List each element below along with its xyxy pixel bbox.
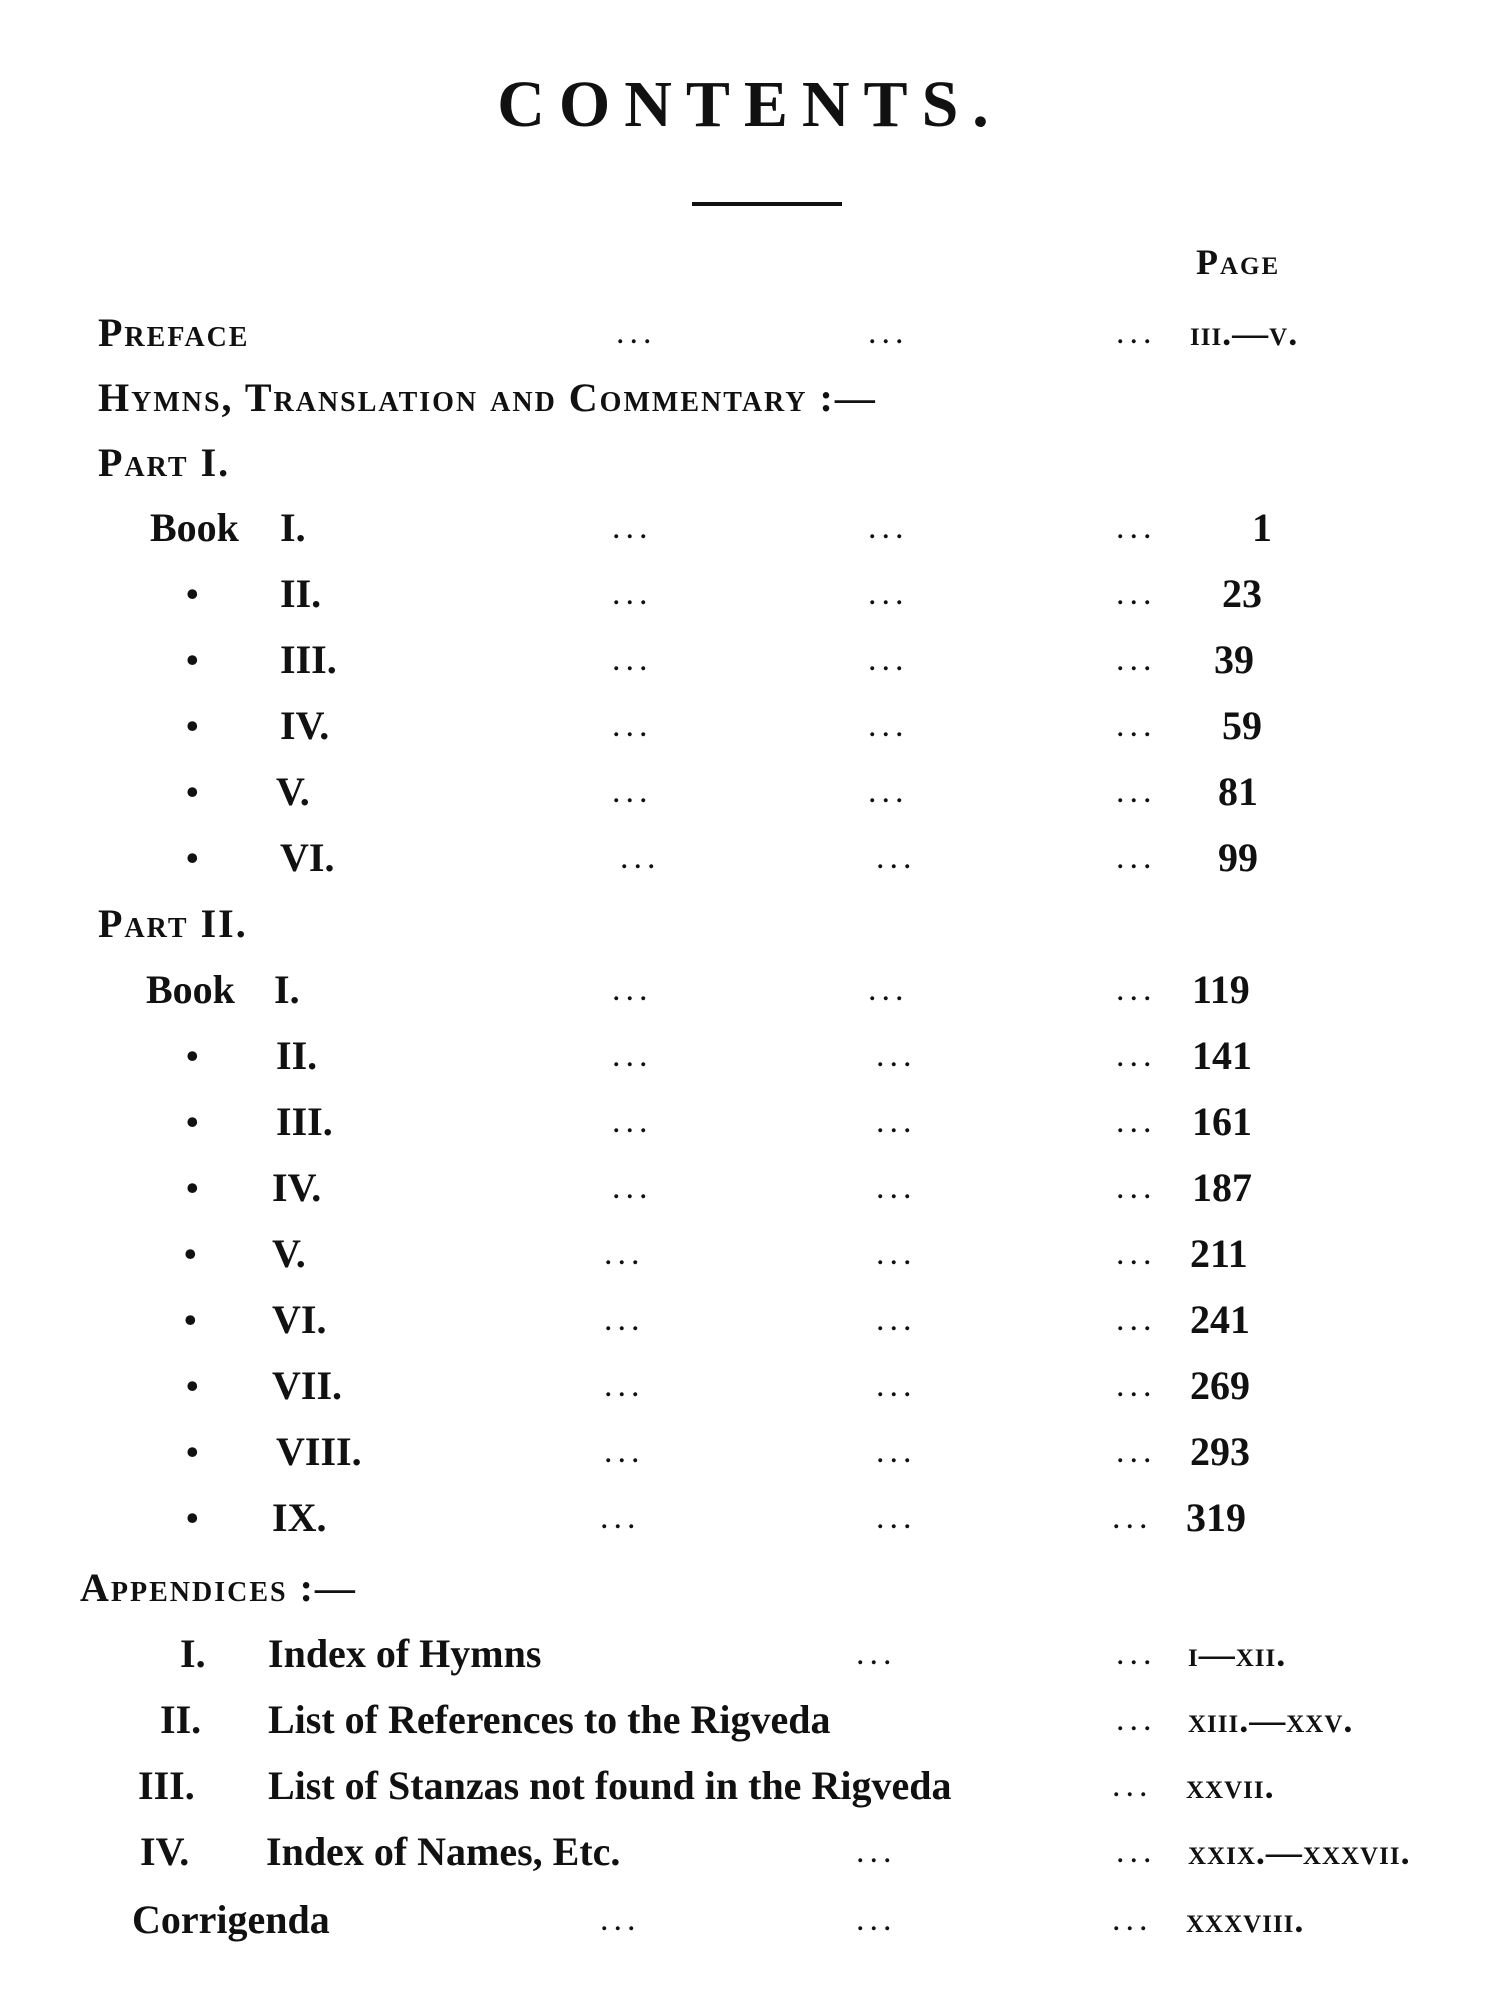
appendix-pages: xxvii. (1186, 1766, 1275, 1806)
leader-dots: ... (1112, 1499, 1153, 1536)
toc-entry-appendix (0, 1690, 1500, 1750)
ditto-mark: • (186, 1102, 199, 1142)
page-number: 119 (1192, 967, 1250, 1012)
appendix-pages: xiii.—xxv. (1188, 1700, 1354, 1740)
toc-entry-book (0, 1488, 1500, 1548)
leader-dots: ... (1116, 707, 1157, 744)
part-heading (0, 433, 1500, 493)
leader-dots: ... (612, 1169, 653, 1206)
leader-dots: ... (876, 1169, 917, 1206)
leader-dots: ... (1116, 1367, 1157, 1404)
page-number: 161 (1192, 1099, 1252, 1144)
corrigenda-pages: xxxviii. (1186, 1900, 1305, 1940)
leader-dots: ... (876, 1499, 917, 1536)
book-prefix: Book (146, 967, 235, 1012)
book-numeral: IV. (280, 703, 330, 748)
leader-dots: ... (876, 1037, 917, 1074)
toc-entry-preface (0, 303, 1500, 363)
appendix-pages: xxix.—xxxvii. (1188, 1832, 1411, 1872)
page-number: 23 (1222, 571, 1262, 616)
leader-dots: ... (876, 839, 917, 876)
page-number: 211 (1190, 1231, 1248, 1276)
leader-dots: ... (612, 575, 653, 612)
toc-entry-book (0, 1290, 1500, 1350)
leader-dots: ... (604, 1367, 645, 1404)
leader-dots: ... (856, 1833, 897, 1870)
leader-dots: ... (876, 1433, 917, 1470)
ditto-mark: • (186, 1366, 199, 1406)
appendix-numeral: IV. (140, 1829, 190, 1874)
leader-dots: ... (868, 971, 909, 1008)
ditto-mark: • (186, 706, 199, 746)
section-heading-hymns (0, 368, 1500, 428)
ditto-mark: • (186, 1432, 199, 1472)
part-label: Part II. (98, 901, 248, 946)
leader-dots: ... (1116, 971, 1157, 1008)
ditto-mark: • (186, 1036, 199, 1076)
appendix-title: Index of Hymns (268, 1631, 542, 1676)
page-number: 39 (1214, 637, 1254, 682)
toc-entry-appendix (0, 1624, 1500, 1684)
leader-dots: ... (604, 1433, 645, 1470)
toc-entry-book (0, 762, 1500, 822)
book-numeral: VIII. (276, 1429, 362, 1474)
leader-dots: ... (612, 971, 653, 1008)
toc-entry-book (0, 564, 1500, 624)
leader-dots: ... (1116, 1833, 1157, 1870)
leader-dots: ... (868, 575, 909, 612)
toc-entry-appendix (0, 1822, 1500, 1882)
preface-label: Preface (98, 310, 250, 355)
leader-dots: ... (612, 773, 653, 810)
section-heading-appendices (0, 1558, 1500, 1618)
toc-entry-book (0, 1026, 1500, 1086)
leader-dots: ... (604, 1301, 645, 1338)
page-number: 241 (1190, 1297, 1250, 1342)
page-title: CONTENTS. (497, 68, 1003, 141)
leader-dots: ... (1116, 575, 1157, 612)
leader-dots: ... (612, 1037, 653, 1074)
book-numeral: II. (276, 1033, 318, 1078)
book-numeral: II. (280, 571, 322, 616)
leader-dots: ... (868, 641, 909, 678)
corrigenda-label: Corrigenda (132, 1897, 330, 1942)
ditto-mark: • (186, 640, 199, 680)
leader-dots: ... (1116, 1037, 1157, 1074)
leader-dots: ... (604, 1235, 645, 1272)
ditto-mark: • (186, 574, 199, 614)
toc-entry-book (0, 960, 1500, 1020)
leader-dots: ... (868, 509, 909, 546)
page-number: 319 (1186, 1495, 1246, 1540)
toc-entry-book (0, 1224, 1500, 1284)
page-number: 1 (1252, 505, 1272, 550)
page-number: 293 (1190, 1429, 1250, 1474)
leader-dots: ... (868, 707, 909, 744)
leader-dots: ... (1116, 1169, 1157, 1206)
book-numeral: V. (276, 769, 310, 814)
appendix-pages: i—xii. (1188, 1634, 1287, 1674)
book-numeral: VI. (280, 835, 335, 880)
leader-dots: ... (1112, 1901, 1153, 1938)
leader-dots: ... (1116, 509, 1157, 546)
leader-dots: ... (1116, 1635, 1157, 1672)
leader-dots: ... (1112, 1767, 1153, 1804)
appendix-title: List of Stanzas not found in the Rigveda (268, 1763, 952, 1808)
page-number: 81 (1218, 769, 1258, 814)
leader-dots: ... (1116, 839, 1157, 876)
leader-dots: ... (868, 773, 909, 810)
book-numeral: I. (274, 967, 300, 1012)
leader-dots: ... (876, 1367, 917, 1404)
book-numeral: VII. (272, 1363, 343, 1408)
leader-dots: ... (1116, 1301, 1157, 1338)
book-numeral: III. (276, 1099, 333, 1144)
appendix-numeral: II. (160, 1697, 202, 1742)
leader-dots: ... (612, 509, 653, 546)
ditto-mark: • (186, 772, 199, 812)
toc-entry-book (0, 1158, 1500, 1218)
book-prefix: Book (150, 505, 239, 550)
page-number: 59 (1222, 703, 1262, 748)
leader-dots: ... (876, 1235, 917, 1272)
toc-entry-book (0, 696, 1500, 756)
leader-dots: ... (876, 1103, 917, 1140)
leader-dots: ... (1116, 1235, 1157, 1272)
ditto-mark: • (186, 1498, 199, 1538)
toc-entry-book (0, 630, 1500, 690)
page-column-heading: Page (1196, 242, 1281, 282)
leader-dots: ... (600, 1499, 641, 1536)
toc-entry-book (0, 1092, 1500, 1152)
page-number: 269 (1190, 1363, 1250, 1408)
ditto-mark: • (184, 1300, 197, 1340)
part-label: Part I. (98, 440, 231, 485)
preface-pages: iii.—v. (1190, 313, 1299, 353)
appendix-numeral: III. (138, 1763, 195, 1808)
leader-dots: ... (612, 641, 653, 678)
leader-dots: ... (1116, 1103, 1157, 1140)
page-number: 99 (1218, 835, 1258, 880)
appendix-title: List of References to the Rigveda (268, 1697, 831, 1742)
leader-dots: ... (868, 314, 909, 351)
leader-dots: ... (1116, 1433, 1157, 1470)
hymns-heading: Hymns, Translation and Commentary :— (98, 375, 877, 420)
toc-entry-appendix (0, 1756, 1500, 1816)
leader-dots: ... (616, 314, 657, 351)
toc-entry-book (0, 1422, 1500, 1482)
leader-dots: ... (1116, 1701, 1157, 1738)
toc-entry-book (0, 828, 1500, 888)
leader-dots: ... (856, 1901, 897, 1938)
leader-dots: ... (600, 1901, 641, 1938)
leader-dots: ... (1116, 314, 1157, 351)
book-numeral: IV. (272, 1165, 322, 1210)
book-numeral: III. (280, 637, 337, 682)
book-numeral: VI. (272, 1297, 327, 1342)
leader-dots: ... (612, 707, 653, 744)
toc-entry-book (0, 498, 1500, 558)
ditto-mark: • (186, 838, 199, 878)
leader-dots: ... (876, 1301, 917, 1338)
page-number: 187 (1192, 1165, 1252, 1210)
ditto-mark: • (184, 1234, 197, 1274)
title-rule (692, 202, 842, 206)
appendix-title: Index of Names, Etc. (266, 1829, 621, 1874)
leader-dots: ... (856, 1635, 897, 1672)
appendices-heading: Appendices :— (80, 1565, 357, 1610)
leader-dots: ... (620, 839, 661, 876)
page-number: 141 (1192, 1033, 1252, 1078)
appendix-numeral: I. (180, 1631, 206, 1676)
book-numeral: IX. (272, 1495, 327, 1540)
leader-dots: ... (1116, 773, 1157, 810)
part-heading (0, 894, 1500, 954)
ditto-mark: • (186, 1168, 199, 1208)
book-numeral: I. (280, 505, 306, 550)
leader-dots: ... (612, 1103, 653, 1140)
book-numeral: V. (272, 1231, 306, 1276)
toc-entry-book (0, 1356, 1500, 1416)
leader-dots: ... (1116, 641, 1157, 678)
toc-entry-corrigenda (0, 1890, 1500, 1950)
